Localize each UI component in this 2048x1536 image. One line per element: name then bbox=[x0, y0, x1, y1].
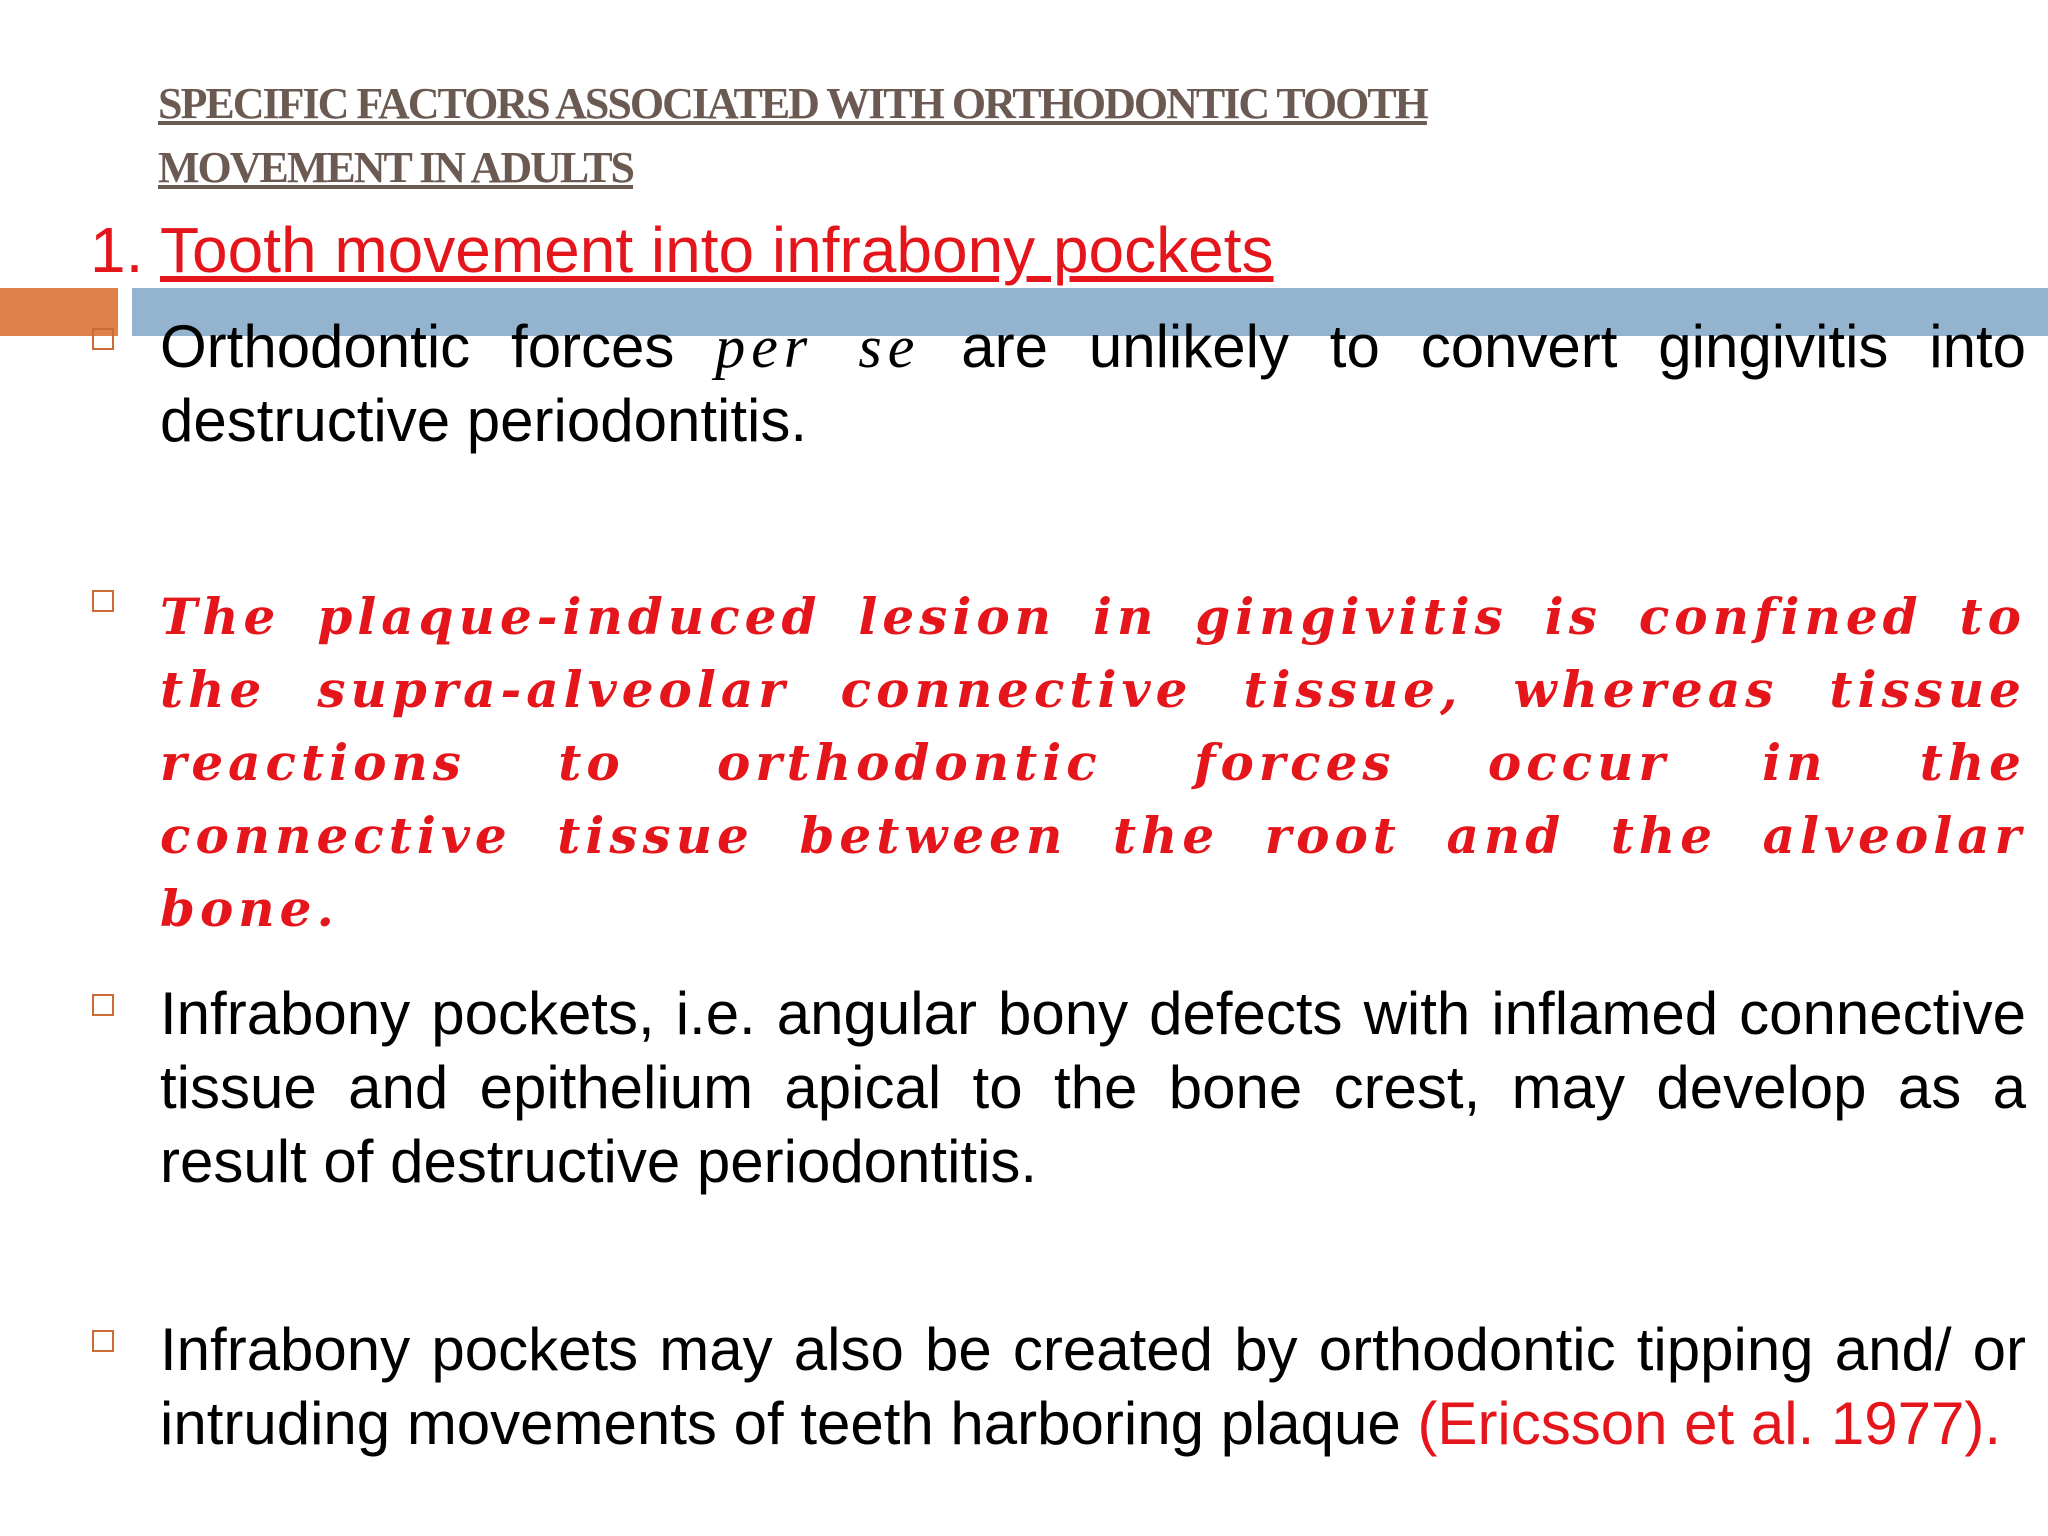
slide-title bbox=[158, 72, 1718, 200]
bullet-item-2: The plaque-induced lesion in gingivitis is confined to the supra-alveolar connective tissue, whereas tissue reactions to orthodontic forces occur in the connective tissue between the root and the alveolar bone. bbox=[160, 587, 2026, 938]
section-heading bbox=[90, 210, 1274, 290]
bullet-square-icon bbox=[92, 590, 114, 612]
bullet-square-icon bbox=[92, 994, 114, 1016]
bullet-4-citation: (Ericsson et al. 1977) bbox=[1417, 1390, 1985, 1457]
slide-title-line-2: MOVEMENT IN ADULTS bbox=[158, 143, 634, 192]
bullet-1-after: are unlikely to convert gingivitis into destructive periodontitis. bbox=[160, 313, 2026, 454]
section-heading-text: Tooth movement into infrabony pockets bbox=[160, 214, 1274, 286]
bullet-4-text: Infrabony pockets may also be created by orthodontic tipping and/ or intruding movements of teeth harboring plaque bbox=[160, 1316, 2026, 1457]
bullet-1-term: per se bbox=[715, 314, 921, 380]
bullet-item-1 bbox=[160, 310, 2026, 458]
bullet-1-before: Orthodontic forces bbox=[160, 313, 716, 380]
bullet-item-4 bbox=[160, 1313, 2026, 1461]
bullet-4-end: . bbox=[1984, 1390, 2002, 1457]
bullet-square-icon bbox=[92, 328, 114, 350]
bullet-square-icon bbox=[92, 1330, 114, 1352]
slide-title-line-1: SPECIFIC FACTORS ASSOCIATED WITH ORTHODONTIC TOOTH bbox=[158, 79, 1427, 128]
bullet-item-3: Infrabony pockets, i.e. angular bony defects with inflamed connective tissue and epithelium apical to the bone crest, may develop as a result of destructive periodontitis. bbox=[160, 980, 2026, 1195]
section-number: 1. bbox=[90, 214, 160, 286]
